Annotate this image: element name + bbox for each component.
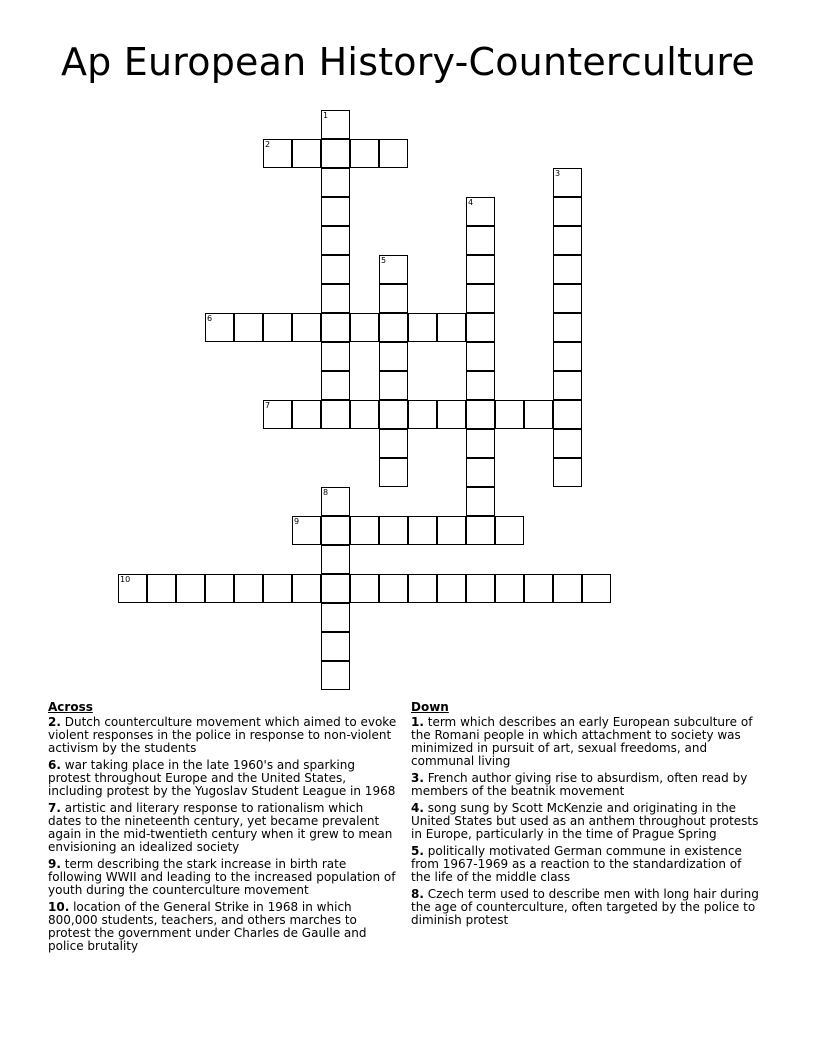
- grid-cell[interactable]: [147, 574, 176, 603]
- clue-number: 8.: [411, 887, 424, 901]
- grid-cell[interactable]: [466, 400, 495, 429]
- grid-cell[interactable]: [321, 574, 350, 603]
- across-clue: [48, 802, 400, 854]
- grid-cell[interactable]: [321, 255, 350, 284]
- grid-cell[interactable]: [524, 574, 553, 603]
- grid-cell[interactable]: [553, 371, 582, 400]
- grid-cell[interactable]: [379, 313, 408, 342]
- grid-cell[interactable]: [321, 603, 350, 632]
- grid-cell[interactable]: [292, 516, 321, 545]
- grid-cell[interactable]: [176, 574, 205, 603]
- grid-cell[interactable]: [379, 429, 408, 458]
- across-clue-list: [48, 716, 400, 953]
- clue-number: 7.: [48, 801, 61, 815]
- grid-cell[interactable]: [321, 545, 350, 574]
- clue-text: war taking place in the late 1960's and sparking protest throughout Europe and the United States, including protest by the Yugoslav Student League in 1968: [48, 758, 396, 798]
- grid-cell[interactable]: [466, 342, 495, 371]
- grid-cell[interactable]: [437, 313, 466, 342]
- clue-number: 1.: [411, 715, 424, 729]
- grid-cell[interactable]: [408, 400, 437, 429]
- across-clue: [48, 901, 400, 953]
- cell-number: 4: [468, 198, 474, 207]
- grid-cell[interactable]: [350, 574, 379, 603]
- grid-cell[interactable]: [553, 400, 582, 429]
- clue-text: Czech term used to describe men with long hair during the age of counterculture, often targeted by the police to diminish protest: [411, 887, 759, 927]
- grid-cell[interactable]: [466, 371, 495, 400]
- down-clue: [411, 772, 763, 798]
- grid-cell[interactable]: [553, 574, 582, 603]
- clue-number: 5.: [411, 844, 424, 858]
- grid-cell[interactable]: [379, 458, 408, 487]
- grid-cell[interactable]: [553, 226, 582, 255]
- down-clue-list: [411, 716, 763, 927]
- grid-cell[interactable]: [553, 313, 582, 342]
- grid-cell[interactable]: [234, 313, 263, 342]
- down-clue: [411, 888, 763, 927]
- grid-cell[interactable]: [524, 400, 553, 429]
- down-heading: Down: [411, 700, 449, 714]
- grid-cell[interactable]: [321, 487, 350, 516]
- grid-cell[interactable]: [263, 574, 292, 603]
- clue-text: French author giving rise to absurdism, often read by members of the beatnik movement: [411, 771, 748, 798]
- grid-cell[interactable]: [379, 516, 408, 545]
- cell-number: 10: [120, 575, 131, 584]
- clue-text: term which describes an early European subculture of the Romani people in which attachment to society was minimized in pursuit of art, sexual freedoms, and communal living: [411, 715, 753, 768]
- clue-text: song sung by Scott McKenzie and originating in the United States but used as an anthem throughout protests in Europe, particularly in the time of Prague Spring: [411, 801, 759, 841]
- grid-cell[interactable]: [582, 574, 611, 603]
- grid-cell[interactable]: [466, 516, 495, 545]
- down-clue: [411, 802, 763, 841]
- grid-cell[interactable]: [350, 313, 379, 342]
- grid-cell[interactable]: [321, 371, 350, 400]
- grid-cell[interactable]: [495, 574, 524, 603]
- down-clues: [411, 701, 763, 931]
- clue-text: term describing the stark increase in birth rate following WWII and leading to the increased population of youth during the counterculture movement: [48, 857, 396, 897]
- grid-cell[interactable]: [437, 400, 466, 429]
- across-heading: Across: [48, 700, 93, 714]
- grid-cell[interactable]: [466, 429, 495, 458]
- grid-cell[interactable]: [437, 516, 466, 545]
- clue-number: 9.: [48, 857, 61, 871]
- grid-cell[interactable]: [466, 255, 495, 284]
- grid-cell[interactable]: [379, 255, 408, 284]
- grid-cell[interactable]: [553, 197, 582, 226]
- grid-cell[interactable]: [321, 139, 350, 168]
- cell-number: 2: [265, 140, 271, 149]
- cell-number: 5: [381, 256, 387, 265]
- grid-cell[interactable]: [321, 342, 350, 371]
- cell-number: 6: [207, 314, 213, 323]
- down-clue: [411, 845, 763, 884]
- grid-cell[interactable]: [495, 400, 524, 429]
- grid-cell[interactable]: [292, 139, 321, 168]
- clue-number: 4.: [411, 801, 424, 815]
- grid-cell[interactable]: [350, 516, 379, 545]
- grid-cell[interactable]: [466, 226, 495, 255]
- grid-cell[interactable]: [437, 574, 466, 603]
- grid-cell[interactable]: [263, 313, 292, 342]
- across-clues: [48, 701, 400, 957]
- across-clue: [48, 716, 400, 755]
- grid-cell[interactable]: [292, 574, 321, 603]
- clue-number: 10.: [48, 900, 70, 914]
- grid-cell[interactable]: [408, 574, 437, 603]
- clue-number: 3.: [411, 771, 424, 785]
- grid-cell[interactable]: [321, 661, 350, 690]
- cell-number: 8: [323, 488, 329, 497]
- grid-cell[interactable]: [408, 313, 437, 342]
- grid-cell[interactable]: [379, 371, 408, 400]
- clue-number: 2.: [48, 715, 61, 729]
- clue-number: 6.: [48, 758, 61, 772]
- clue-text: politically motivated German commune in existence from 1967-1969 as a reaction to the standardization of the life of the middle class: [411, 844, 742, 884]
- grid-cell[interactable]: [466, 197, 495, 226]
- grid-cell[interactable]: [234, 574, 263, 603]
- grid-cell[interactable]: [321, 197, 350, 226]
- grid-cell[interactable]: [321, 313, 350, 342]
- across-clue: [48, 858, 400, 897]
- grid-cell[interactable]: [321, 110, 350, 139]
- grid-cell[interactable]: [321, 168, 350, 197]
- grid-cell[interactable]: [350, 139, 379, 168]
- grid-cell[interactable]: [553, 284, 582, 313]
- grid-cell[interactable]: [466, 313, 495, 342]
- down-clue: [411, 716, 763, 768]
- grid-cell[interactable]: [321, 632, 350, 661]
- across-clue: [48, 759, 400, 798]
- grid-cell[interactable]: [292, 400, 321, 429]
- grid-cell[interactable]: [553, 342, 582, 371]
- grid-cell[interactable]: [408, 516, 437, 545]
- grid-cell[interactable]: [466, 574, 495, 603]
- grid-cell[interactable]: [292, 313, 321, 342]
- grid-cell[interactable]: [379, 342, 408, 371]
- grid-cell[interactable]: [263, 400, 292, 429]
- grid-cell[interactable]: [118, 574, 147, 603]
- grid-cell[interactable]: [553, 168, 582, 197]
- grid-cell[interactable]: [379, 139, 408, 168]
- grid-cell[interactable]: [205, 574, 234, 603]
- grid-cell[interactable]: [350, 400, 379, 429]
- grid-cell[interactable]: [321, 516, 350, 545]
- grid-cell[interactable]: [263, 139, 292, 168]
- grid-cell[interactable]: [379, 284, 408, 313]
- cell-number: 1: [323, 111, 329, 120]
- cell-number: 3: [555, 169, 561, 178]
- cell-number: 9: [294, 517, 300, 526]
- grid-cell[interactable]: [466, 458, 495, 487]
- clue-text: location of the General Strike in 1968 in which 800,000 students, teachers, and others marches to protest the government under Charles de Gaulle and police brutality: [48, 900, 367, 953]
- grid-cell[interactable]: [466, 487, 495, 516]
- grid-cell[interactable]: [321, 400, 350, 429]
- grid-cell[interactable]: [495, 516, 524, 545]
- grid-cell[interactable]: [553, 255, 582, 284]
- clue-text: Dutch counterculture movement which aimed to evoke violent responses in the police in response to non-violent activism by the students: [48, 715, 397, 755]
- grid-cell[interactable]: [205, 313, 234, 342]
- grid-cell[interactable]: [379, 574, 408, 603]
- grid-cell[interactable]: [466, 284, 495, 313]
- grid-cell[interactable]: [321, 284, 350, 313]
- grid-cell[interactable]: [553, 429, 582, 458]
- grid-cell[interactable]: [321, 226, 350, 255]
- grid-cell[interactable]: [553, 458, 582, 487]
- cell-number: 7: [265, 401, 271, 410]
- page-title: Ap European History-Counterculture: [60, 40, 755, 84]
- grid-cell[interactable]: [379, 400, 408, 429]
- clue-text: artistic and literary response to rationalism which dates to the nineteenth century, yet became prevalent again in the mid-twentieth century when it grew to mean envisioning an idealized society: [48, 801, 393, 854]
